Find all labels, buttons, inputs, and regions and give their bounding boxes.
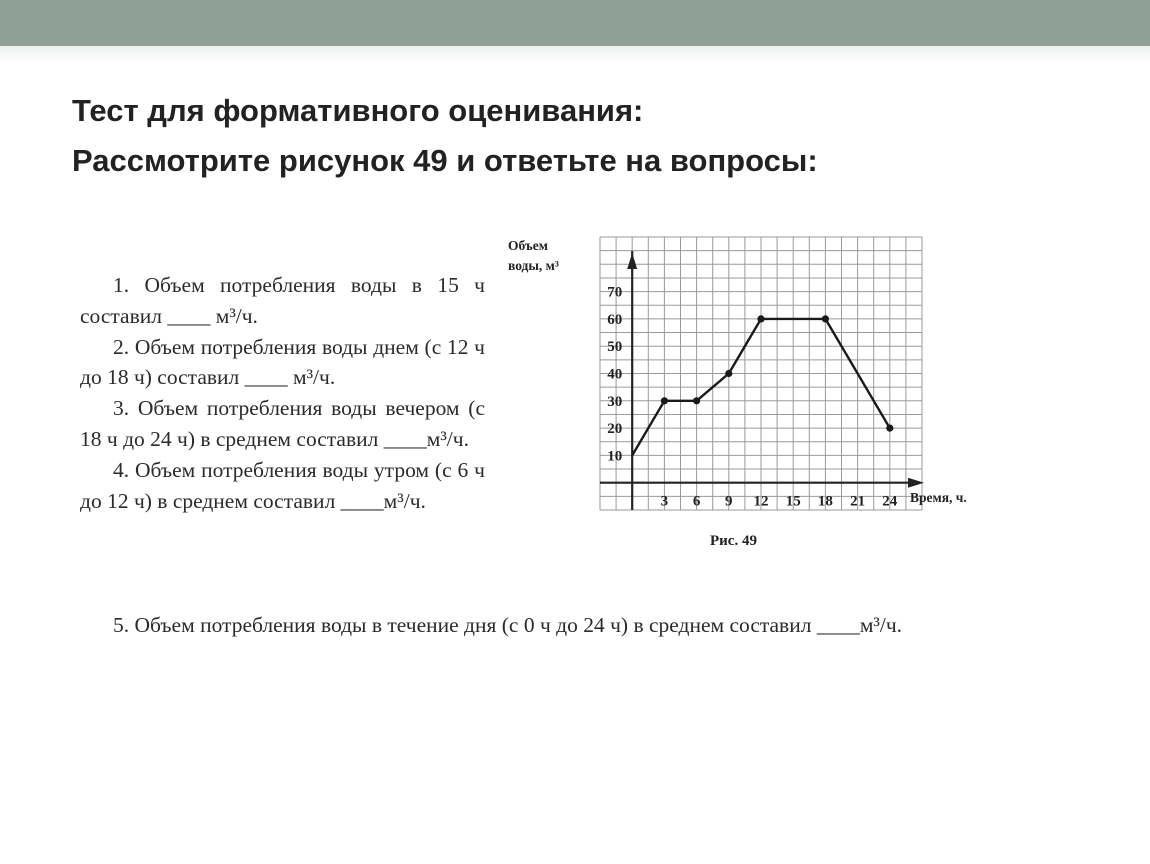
x-tick-label: 21 — [850, 493, 866, 510]
question-2: 2. Объем потребления воды днем (с 12 ч до 18 ч) составил ____ м³/ч. — [80, 334, 485, 390]
data-point — [725, 370, 732, 377]
question-4: 4. Объем потребления воды утром (с 6 ч до 12 ч) в среднем составил ____м³/ч. — [80, 457, 485, 513]
title-line-1: Тест для формативного оценивания: — [72, 93, 644, 128]
x-tick-label: 9 — [725, 493, 733, 510]
y-tick-label: 30 — [607, 393, 623, 410]
data-point — [757, 315, 764, 322]
chart-grid — [600, 237, 922, 510]
y-axis-arrow — [627, 253, 637, 269]
data-point — [822, 315, 829, 322]
y-tick-label: 40 — [607, 366, 623, 383]
x-tick-label: 24 — [882, 493, 898, 510]
top-band — [0, 0, 1150, 46]
x-tick-label: 3 — [660, 493, 669, 510]
y-tick-label: 60 — [607, 311, 623, 328]
y-tick-labels — [607, 285, 622, 465]
slide-title — [72, 86, 1072, 186]
figure-caption: Рис. 49 — [710, 533, 757, 549]
question-list — [80, 270, 485, 516]
x-tick-label: 18 — [817, 493, 833, 510]
y-axis-label-line-1: Объем — [508, 238, 548, 253]
question-5: 5. Объем потребления воды в течение дня (с 0 ч до 24 ч) в среднем составил ____м³/ч. — [113, 613, 903, 637]
x-tick-label: 15 — [785, 493, 801, 510]
x-axis-label: Время, ч. — [910, 490, 967, 505]
data-point — [693, 397, 700, 404]
water-consumption-chart — [500, 225, 1010, 565]
question-1: 1. Объем потребления воды в 15 ч составил ____ м³/ч. — [80, 273, 485, 328]
y-axis-label-line-2: воды, м³ — [508, 258, 559, 273]
data-point — [661, 397, 668, 404]
y-tick-label: 70 — [607, 284, 623, 301]
band-shadow — [0, 46, 1150, 62]
x-tick-label: 12 — [753, 493, 769, 510]
x-tick-label: 6 — [692, 493, 701, 510]
question-3: 3. Объем потребления воды вечером (с 18 ч до 24 ч) в среднем составил ____м³/ч. — [80, 396, 485, 451]
y-tick-label: 20 — [607, 421, 623, 438]
y-tick-label: 50 — [607, 339, 623, 356]
data-point — [886, 425, 893, 432]
title-line-2: Рассмотрите рисунок 49 и ответьте на вопросы: — [72, 143, 818, 178]
y-tick-label: 10 — [607, 448, 623, 465]
